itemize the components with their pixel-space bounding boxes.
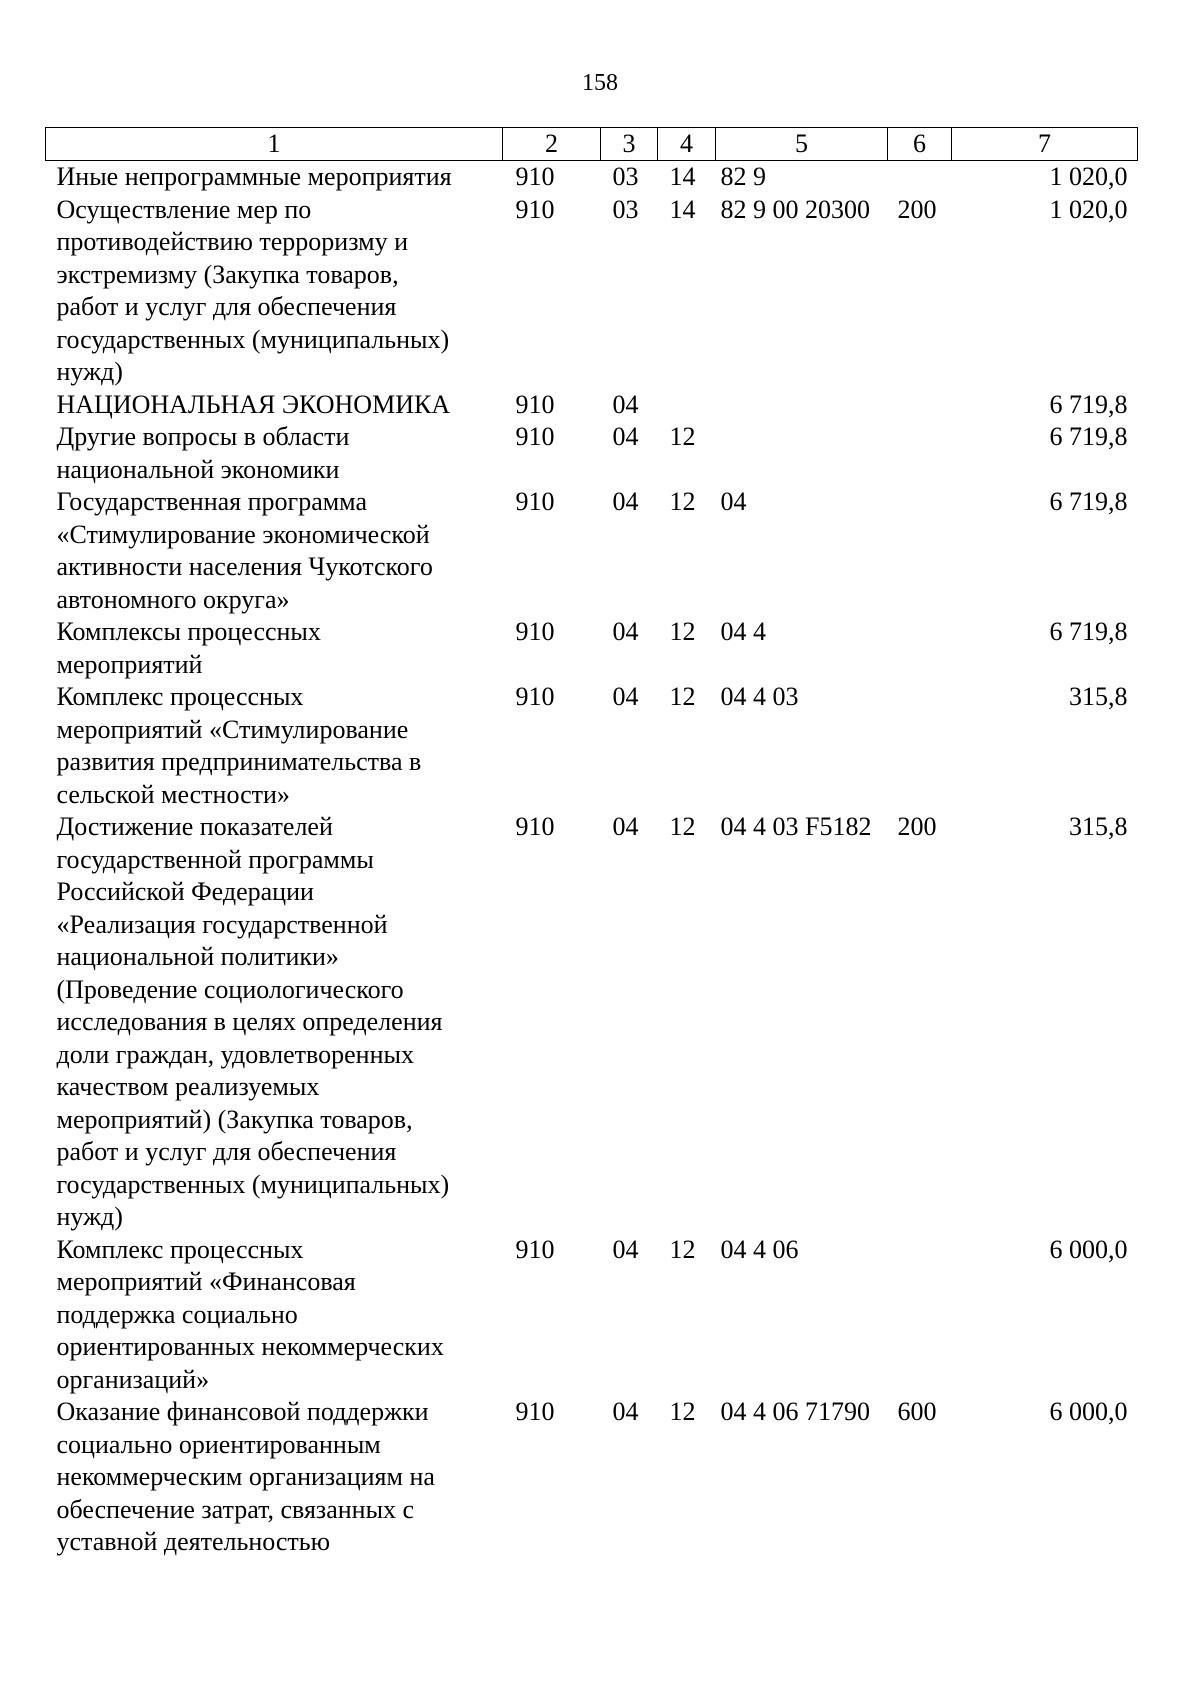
table-row xyxy=(46,389,1138,422)
row-gr-cell: 910 xyxy=(515,389,555,419)
row-csr-cell: 04 xyxy=(720,487,747,516)
table-row xyxy=(46,161,1138,194)
row-name-line: Осуществление мер по xyxy=(56,194,312,224)
row-csr-cell xyxy=(716,389,888,422)
header-col-4: 4 xyxy=(658,128,716,161)
row-pr-cell: 14 xyxy=(669,194,696,224)
row-sum-cell: 6 719,8 xyxy=(1049,487,1128,516)
table-body xyxy=(46,161,1138,1559)
row-sum-cell: 1 020,0 xyxy=(1049,194,1128,224)
row-gr-cell: 910 xyxy=(515,1397,555,1426)
row-name-line: мероприятий «Стимулирование xyxy=(56,714,409,744)
row-name-cell xyxy=(46,194,503,389)
row-sum-cell: 6 000,0 xyxy=(1049,1234,1128,1264)
row-rz-cell: 04 xyxy=(612,682,639,711)
row-name-line: Достижение показателей xyxy=(56,812,333,841)
row-vr-cell xyxy=(888,161,952,194)
row-name-cell xyxy=(46,811,503,1234)
row-name-line: Российской Федерации xyxy=(56,877,314,906)
row-rz-cell: 04 xyxy=(612,1234,639,1264)
row-rz-cell: 04 xyxy=(612,389,639,419)
row-vr-cell: 600 xyxy=(897,1397,937,1426)
row-sum-cell: 6 719,8 xyxy=(1049,422,1128,451)
row-name-line: нужд) xyxy=(56,357,123,386)
row-name-line: (Проведение социологического xyxy=(56,974,404,1004)
row-name-cell xyxy=(46,681,503,811)
table-row xyxy=(46,616,1138,681)
table-row xyxy=(46,811,1138,1234)
header-col-1: 1 xyxy=(46,128,503,161)
row-name-line: обеспечение затрат, связанных с xyxy=(56,1494,415,1524)
row-name-line: мероприятий xyxy=(56,649,203,679)
row-name-line: Другие вопросы в области xyxy=(56,422,350,451)
row-name-line: поддержка социально xyxy=(56,1299,298,1329)
row-name-line: мероприятий «Финансовая xyxy=(56,1267,356,1296)
page-number: 158 xyxy=(582,70,618,96)
row-name-line: государственных (муниципальных) xyxy=(56,324,450,354)
row-sum-cell: 1 020,0 xyxy=(1049,162,1128,191)
header-col-3: 3 xyxy=(601,128,658,161)
header-col-2: 2 xyxy=(503,128,601,161)
row-gr-cell: 910 xyxy=(515,617,555,646)
row-pr-cell: 12 xyxy=(669,617,696,646)
row-pr-cell: 12 xyxy=(669,422,696,451)
table-row xyxy=(46,421,1138,486)
row-vr-cell xyxy=(888,616,952,681)
table-header xyxy=(46,128,1138,161)
table-row xyxy=(46,194,1138,389)
row-name-line: Оказание финансовой поддержки xyxy=(56,1397,429,1426)
row-name-line: «Стимулирование экономической xyxy=(56,519,430,549)
row-rz-cell: 04 xyxy=(612,812,639,841)
header-col-7: 7 xyxy=(952,128,1138,161)
budget-table xyxy=(45,127,1138,1559)
row-vr-cell: 200 xyxy=(897,812,937,841)
header-col-6: 6 xyxy=(888,128,952,161)
row-name-line: автономного округа» xyxy=(56,584,290,614)
row-name-line: противодействию терроризму и xyxy=(56,227,408,256)
row-rz-cell: 04 xyxy=(612,617,639,646)
row-name-line: уставной деятельностью xyxy=(56,1527,331,1556)
row-vr-cell xyxy=(888,421,952,486)
row-name-line: развития предпринимательства в xyxy=(56,747,422,776)
row-name-cell xyxy=(46,421,503,486)
row-name-line: государственных (муниципальных) xyxy=(56,1169,450,1199)
table-row xyxy=(46,1396,1138,1559)
row-name-line: национальной политики» xyxy=(56,942,339,971)
row-name-cell xyxy=(46,486,503,616)
row-csr-cell: 82 9 xyxy=(720,162,766,191)
row-pr-cell: 12 xyxy=(669,812,696,841)
row-sum-cell: 6 719,8 xyxy=(1049,389,1128,419)
row-name-line: Иные непрограммные мероприятия xyxy=(56,162,452,191)
row-vr-cell xyxy=(888,389,952,422)
row-gr-cell: 910 xyxy=(515,162,555,191)
row-name-line: Комплекс процессных xyxy=(56,1234,304,1264)
row-pr-cell: 12 xyxy=(669,1234,696,1264)
row-gr-cell: 910 xyxy=(515,487,555,516)
row-name-line: социально ориентированным xyxy=(56,1429,381,1459)
row-rz-cell: 03 xyxy=(612,194,639,224)
row-pr-cell: 12 xyxy=(669,1397,696,1426)
row-sum-cell: 315,8 xyxy=(1069,682,1128,711)
row-name-cell xyxy=(46,1396,503,1559)
row-csr-cell: 04 4 06 xyxy=(720,1234,799,1264)
row-csr-cell xyxy=(716,421,888,486)
row-gr-cell: 910 xyxy=(515,682,555,711)
row-name-line: некоммерческим организациям на xyxy=(56,1462,435,1491)
row-gr-cell: 910 xyxy=(515,422,555,451)
row-pr-cell xyxy=(658,389,716,422)
row-name-line: организаций» xyxy=(56,1364,210,1394)
row-name-line: работ и услуг для обеспечения xyxy=(56,1137,397,1166)
row-gr-cell: 910 xyxy=(515,194,555,224)
row-name-cell xyxy=(46,161,503,194)
row-name-line: исследования в целях определения xyxy=(56,1007,443,1036)
row-csr-cell: 04 4 06 71790 xyxy=(720,1397,870,1426)
table-row xyxy=(46,1234,1138,1397)
row-name-line: ориентированных некоммерческих xyxy=(56,1332,444,1361)
row-vr-cell xyxy=(888,1234,952,1397)
row-name-cell xyxy=(46,1234,503,1397)
row-vr-cell xyxy=(888,486,952,616)
row-vr-cell xyxy=(888,681,952,811)
row-name-line: Комплексы процессных xyxy=(56,617,321,646)
row-name-line: сельской местности» xyxy=(56,779,290,809)
row-name-cell xyxy=(46,389,503,422)
row-name-line: нужд) xyxy=(56,1202,123,1231)
row-name-line: государственной программы xyxy=(56,844,374,874)
row-gr-cell: 910 xyxy=(515,1234,555,1264)
row-name-line: качеством реализуемых xyxy=(56,1072,320,1101)
row-vr-cell: 200 xyxy=(897,194,937,224)
row-pr-cell: 12 xyxy=(669,682,696,711)
row-name-line: доли граждан, удовлетворенных xyxy=(56,1039,414,1069)
row-rz-cell: 03 xyxy=(612,162,639,191)
row-name-line: «Реализация государственной xyxy=(56,909,388,939)
row-rz-cell: 04 xyxy=(612,1397,639,1426)
row-name-cell xyxy=(46,616,503,681)
table-row xyxy=(46,486,1138,616)
header-row xyxy=(46,128,1138,161)
row-name-line: активности населения Чукотского xyxy=(56,552,433,581)
row-pr-cell: 14 xyxy=(669,162,696,191)
row-csr-cell: 04 4 xyxy=(720,617,766,646)
row-sum-cell: 315,8 xyxy=(1069,812,1128,841)
row-csr-cell: 82 9 00 20300 xyxy=(720,194,870,224)
row-csr-cell: 04 4 03 F5182 xyxy=(720,812,872,841)
row-pr-cell: 12 xyxy=(669,487,696,516)
row-sum-cell: 6 719,8 xyxy=(1049,617,1128,646)
row-name-line: мероприятий) (Закупка товаров, xyxy=(56,1104,413,1134)
row-gr-cell: 910 xyxy=(515,812,555,841)
row-name-line: национальной экономики xyxy=(56,454,340,484)
row-rz-cell: 04 xyxy=(612,422,639,451)
table-row xyxy=(46,681,1138,811)
row-name-line: Комплекс процессных xyxy=(56,682,304,711)
row-name-line: НАЦИОНАЛЬНАЯ ЭКОНОМИКА xyxy=(56,389,451,419)
row-sum-cell: 6 000,0 xyxy=(1049,1397,1128,1426)
row-name-line: Государственная программа xyxy=(56,487,368,516)
row-name-line: работ и услуг для обеспечения xyxy=(56,292,397,321)
row-csr-cell: 04 4 03 xyxy=(720,682,799,711)
row-rz-cell: 04 xyxy=(612,487,639,516)
row-name-line: экстремизму (Закупка товаров, xyxy=(56,259,399,289)
header-col-5: 5 xyxy=(716,128,888,161)
